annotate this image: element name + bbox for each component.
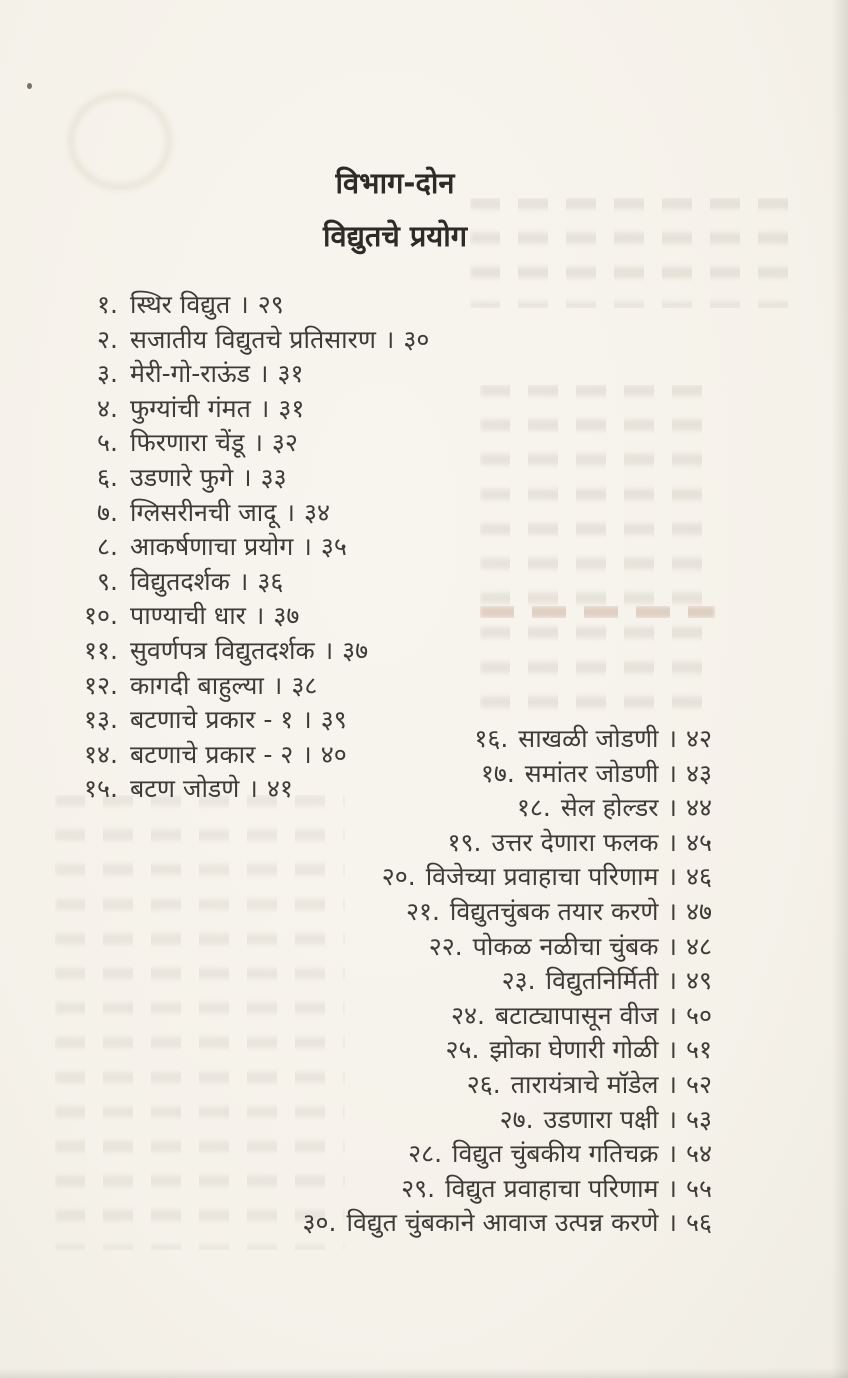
toc-separator: ।	[272, 670, 283, 700]
toc-item-number: २७.	[499, 1104, 534, 1134]
toc-item-number: ८.	[97, 532, 118, 562]
toc-item-page: ४८	[685, 931, 712, 961]
toc-right-list	[303, 722, 712, 1241]
toc-item-number: २०.	[381, 862, 416, 892]
toc-item-page: ४६	[685, 862, 712, 892]
toc-item-label: स्थिर विद्युत	[130, 290, 231, 319]
toc-item-page: ५५	[685, 1173, 712, 1203]
toc-item-number: २२.	[428, 931, 463, 961]
toc-separator: ।	[667, 1173, 677, 1203]
toc-item-page: ३९	[320, 705, 347, 735]
toc-item-label: बटणाचे प्रकार - १	[130, 705, 294, 735]
toc-item-page: ३०	[403, 324, 430, 354]
toc-item-page: ४०	[320, 739, 347, 769]
toc-separator: ।	[667, 1208, 677, 1238]
toc-item	[72, 392, 429, 427]
toc-item-page: ५२	[685, 1069, 712, 1099]
toc-item-number: ११.	[84, 635, 118, 665]
toc-item-page: ४१	[266, 774, 293, 804]
toc-item-label: विद्युतचुंबक तयार करणे	[449, 896, 659, 926]
page-showthrough	[55, 795, 345, 1250]
toc-item-label: उडणारे फुगे	[130, 462, 234, 492]
toc-separator: ।	[258, 359, 269, 389]
toc-item-label: तारायंत्राचे मॉडेल	[510, 1069, 659, 1099]
toc-separator: ।	[667, 827, 677, 857]
toc-item-label: विद्युत प्रवाहाचा परिणाम	[445, 1173, 659, 1203]
toc-item-page: ३५	[320, 532, 347, 562]
toc-item-number: २९.	[401, 1173, 436, 1203]
toc-item-page: ४५	[685, 827, 712, 857]
toc-separator: ।	[302, 739, 312, 769]
toc-separator: ।	[238, 566, 249, 596]
toc-item-label: मेरी-गो-राऊंड	[130, 359, 250, 389]
toc-separator: ।	[667, 1104, 677, 1134]
toc-item-label: विद्युत चुंबकीय गतिचक्र	[452, 1139, 659, 1169]
toc-item-label: ग्लिसरीनची जादू	[130, 497, 277, 527]
toc-item-label: पोकळ नळीचा चुंबक	[472, 931, 659, 961]
toc-item	[72, 599, 429, 634]
toc-item-number: १०.	[84, 601, 118, 631]
toc-item-page: ४७	[685, 896, 712, 926]
toc-item	[303, 722, 712, 757]
toc-separator: ।	[667, 1139, 677, 1169]
toc-item-page: ५०	[685, 1000, 712, 1030]
toc-separator: ।	[667, 966, 677, 996]
toc-item-number: १८.	[516, 793, 551, 823]
toc-separator: ।	[259, 393, 270, 423]
toc-item-label: विद्युत चुंबकाने आवाज उत्पन्न करणे	[346, 1208, 659, 1238]
toc-item	[72, 669, 429, 704]
toc-item-number: १९.	[447, 827, 482, 857]
toc-item-number: २५.	[445, 1035, 480, 1065]
toc-item-label: विद्युतनिर्मिती	[545, 966, 659, 996]
toc-item-page: ५४	[685, 1139, 712, 1169]
toc-item-number: २३.	[501, 966, 536, 996]
toc-item-label: सुवर्णपत्र विद्युतदर्शक	[130, 635, 315, 665]
toc-separator: ।	[285, 497, 296, 527]
toc-item	[72, 496, 429, 531]
toc-item-label: पाण्याची धार	[130, 601, 246, 631]
toc-item-number: २६.	[466, 1069, 501, 1099]
toc-item	[72, 288, 429, 323]
toc-item-label: सेल होल्डर	[560, 793, 659, 823]
toc-separator: ।	[667, 862, 677, 892]
section-title: विभाग-दोन	[335, 166, 455, 200]
toc-item-label: विद्युतदर्शक	[130, 566, 230, 596]
toc-separator: ।	[667, 724, 677, 753]
toc-item	[72, 357, 429, 392]
toc-separator: ।	[667, 931, 677, 961]
toc-item-label: उडणारा पक्षी	[543, 1104, 659, 1134]
toc-item-label: फिरणारा चेंडू	[130, 428, 245, 458]
toc-item-page: ५६	[685, 1208, 712, 1238]
toc-item	[303, 1206, 712, 1241]
toc-separator: ।	[667, 896, 677, 926]
toc-item	[303, 791, 712, 826]
toc-separator: ।	[667, 1035, 677, 1065]
toc-item-label: सजातीय विद्युतचे प्रतिसारण	[130, 324, 376, 354]
page-showthrough	[480, 606, 715, 618]
toc-separator: ।	[302, 532, 312, 562]
toc-item-page: ३४	[304, 497, 331, 527]
toc-separator: ।	[242, 462, 252, 492]
toc-separator: ।	[667, 1069, 677, 1099]
toc-item	[72, 565, 429, 600]
toc-separator: ।	[323, 635, 334, 665]
toc-separator: ।	[253, 428, 263, 458]
toc-item	[303, 1172, 712, 1207]
toc-item-number: २४.	[451, 1000, 485, 1030]
toc-separator: ।	[302, 705, 312, 735]
toc-item-number: ९.	[97, 566, 118, 596]
toc-item-number: ५.	[97, 428, 118, 458]
toc-item-number: ३०.	[302, 1208, 337, 1238]
page-edge-shadow	[832, 0, 848, 1378]
toc-item-number: २.	[97, 324, 118, 354]
toc-item-page: २९	[257, 290, 284, 319]
toc-separator: ।	[254, 601, 265, 631]
toc-item-number: २१.	[405, 896, 440, 926]
toc-item-number: ४.	[97, 393, 118, 423]
toc-item-page: ३६	[257, 566, 284, 596]
page-edge-shadow	[0, 1368, 848, 1378]
toc-item-label: फुग्यांची गंमत	[130, 393, 251, 423]
toc-item	[303, 1103, 712, 1138]
toc-item-label: आकर्षणाचा प्रयोग	[130, 532, 294, 562]
toc-separator: ।	[248, 774, 258, 804]
toc-item-page: ३१	[278, 393, 305, 423]
toc-separator: ।	[667, 793, 677, 823]
toc-item-number: १५.	[84, 774, 118, 804]
toc-item-label: बटाट्यापासून वीज	[494, 1000, 659, 1030]
toc-item-number: १२.	[84, 670, 118, 700]
toc-item-number: ६.	[97, 462, 118, 492]
toc-item	[72, 634, 429, 669]
page-showthrough	[480, 385, 720, 715]
toc-item-number: १७.	[480, 758, 515, 788]
toc-separator: ।	[667, 1000, 677, 1030]
toc-item-number: ३.	[97, 359, 118, 389]
toc-item-number: १३.	[84, 705, 118, 735]
toc-item-label: समांतर जोडणी	[524, 758, 659, 788]
toc-separator: ।	[667, 758, 677, 788]
toc-item-page: ४३	[685, 758, 712, 788]
toc-item	[72, 530, 429, 565]
toc-item	[303, 964, 712, 999]
toc-item-page: ३८	[291, 670, 318, 700]
toc-item-number: १.	[97, 290, 118, 319]
toc-separator: ।	[384, 324, 395, 354]
toc-item-label: बटणाचे प्रकार - २	[130, 739, 294, 769]
toc-item	[303, 1068, 712, 1103]
toc-item	[303, 999, 712, 1034]
toc-item-page: ५३	[685, 1104, 712, 1134]
toc-item-page: ३३	[260, 462, 287, 492]
toc-item	[303, 1137, 712, 1172]
toc-item	[303, 930, 712, 965]
toc-item	[303, 757, 712, 792]
toc-item-label: कागदी बाहुल्या	[130, 670, 264, 700]
toc-item	[72, 323, 429, 358]
toc-item-page: ३१	[277, 359, 304, 389]
toc-separator: ।	[239, 290, 249, 319]
paper-speck	[27, 83, 32, 89]
toc-item-page: ३७	[273, 601, 300, 631]
toc-item-label: विजेच्या प्रवाहाचा परिणाम	[425, 862, 659, 892]
section-subtitle: विद्युतचे प्रयोग	[322, 219, 468, 253]
toc-item	[303, 826, 712, 861]
toc-item	[72, 461, 429, 496]
toc-item-number: १६.	[474, 724, 509, 753]
toc-item-page: ४२	[685, 724, 712, 753]
toc-item-label: साखळी जोडणी	[518, 724, 659, 753]
toc-item-page: ३७	[342, 635, 369, 665]
toc-item	[303, 860, 712, 895]
toc-item-page: ४९	[685, 966, 712, 996]
toc-item	[72, 426, 429, 461]
toc-item-page: ३२	[271, 428, 298, 458]
toc-item	[303, 1033, 712, 1068]
toc-item-page: ५१	[685, 1035, 712, 1065]
toc-item-label: उत्तर देणारा फलक	[491, 827, 659, 857]
toc-item-page: ४४	[685, 793, 712, 823]
toc-item-number: १४.	[84, 739, 118, 769]
toc-item-label: बटण जोडणे	[130, 774, 240, 804]
toc-item-number: २८.	[408, 1139, 443, 1169]
toc-item-number: ७.	[97, 497, 118, 527]
toc-item-label: झोका घेणारी गोळी	[489, 1035, 659, 1065]
toc-item	[303, 895, 712, 930]
